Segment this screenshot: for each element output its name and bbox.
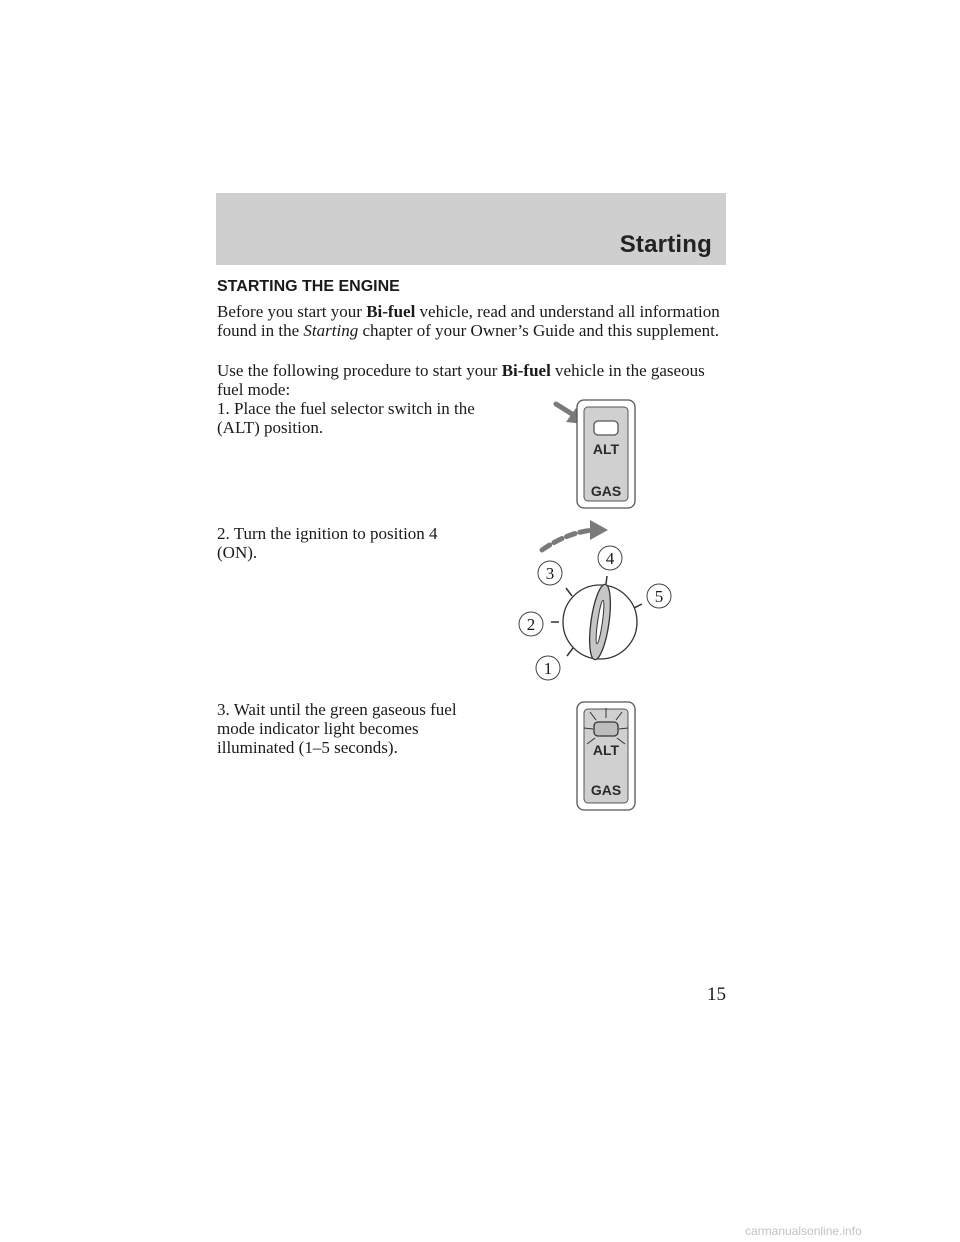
page-number: 15 bbox=[707, 984, 726, 1005]
position-tick bbox=[634, 604, 642, 608]
position-tick bbox=[567, 648, 573, 656]
position-5-label: 5 bbox=[654, 587, 664, 606]
indicator-light-on bbox=[594, 722, 618, 736]
rotation-arrow bbox=[542, 530, 594, 550]
chapter-header-band bbox=[216, 193, 726, 265]
brand-bi-fuel: Bi-fuel bbox=[366, 302, 416, 321]
switch-label-gas: GAS bbox=[590, 782, 622, 798]
switch-label-gas: GAS bbox=[590, 483, 622, 499]
intro-text: vehicle, read and understand all information found in the bbox=[217, 302, 720, 340]
section-heading: STARTING THE ENGINE bbox=[217, 278, 400, 295]
fuel-selector-switch-figure bbox=[552, 396, 642, 512]
intro-paragraph bbox=[217, 302, 723, 340]
position-3-label: 3 bbox=[545, 564, 555, 583]
intro-text: Use the following procedure to start your bbox=[217, 361, 502, 380]
position-tick bbox=[566, 588, 572, 596]
step-1-text: 1. Place the fuel selector switch in the (ALT) position. bbox=[217, 399, 475, 437]
intro-text: vehicle in the gaseous fuel mode: bbox=[217, 361, 705, 399]
chapter-title: Starting bbox=[619, 231, 712, 258]
step-3-text: 3. Wait until the green gaseous fuel mode indicator light becomes illuminated (1–5 seconds). bbox=[217, 700, 457, 757]
ignition-figure bbox=[510, 518, 680, 688]
position-4-label: 4 bbox=[605, 549, 615, 568]
brand-bi-fuel: Bi-fuel bbox=[501, 361, 551, 380]
switch-label-alt: ALT bbox=[592, 742, 620, 758]
position-2-label: 2 bbox=[526, 615, 536, 634]
indicator-light-off bbox=[594, 421, 618, 435]
chapter-reference: Starting bbox=[303, 321, 359, 340]
procedure-intro-paragraph bbox=[217, 361, 723, 399]
position-tick bbox=[606, 576, 607, 584]
rotation-arrowhead bbox=[590, 520, 608, 540]
step-2-text: 2. Turn the ignition to position 4 (ON). bbox=[217, 524, 438, 562]
fuel-selector-switch-lit-figure bbox=[566, 698, 646, 814]
watermark: carmanualsonline.info bbox=[745, 1224, 862, 1238]
intro-text: Before you start your bbox=[217, 302, 367, 321]
position-1-label: 1 bbox=[543, 659, 553, 678]
switch-label-alt: ALT bbox=[592, 441, 620, 457]
intro-text: chapter of your Owner’s Guide and this supplement. bbox=[358, 321, 720, 340]
